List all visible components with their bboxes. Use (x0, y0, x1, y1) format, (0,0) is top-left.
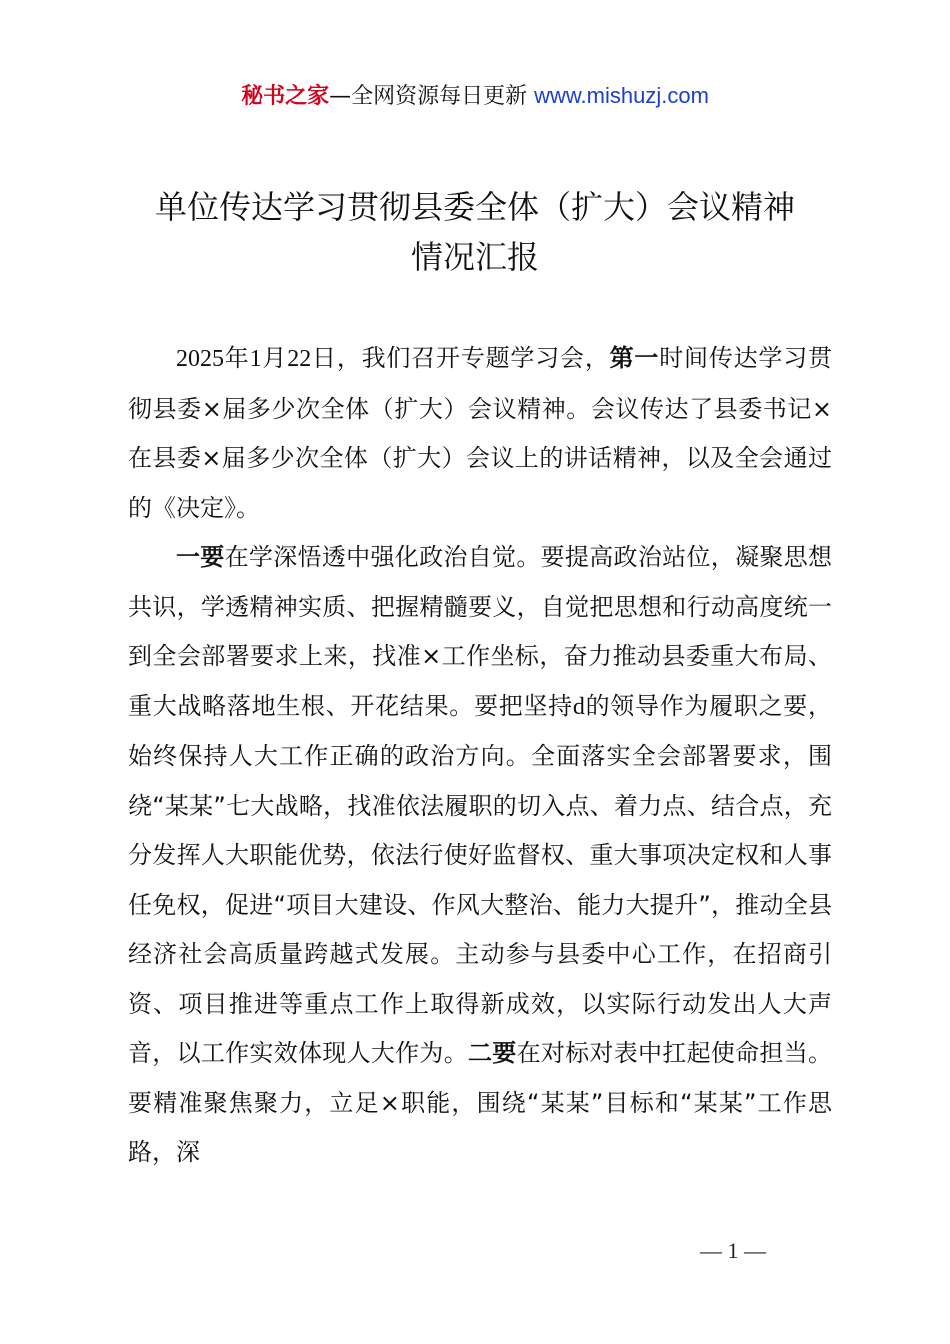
date-year: 2025 (176, 346, 224, 372)
date-day: 22 (287, 346, 312, 372)
text-segment: 在对标对表中扛起使命担当。要精准聚焦聚力，立足×职能，围绕“某某”目标和“某某”工作思路，深 (128, 1039, 833, 1166)
text-segment: 日，我们召开专题学习会， (311, 344, 610, 372)
document-body (128, 334, 832, 1178)
site-banner (0, 80, 950, 113)
paragraph-1 (128, 334, 832, 533)
title-line-1: 单位传达学习贯彻县委全体（扩大）会议精神 (154, 188, 795, 226)
title-line-2: 情况汇报 (410, 238, 539, 276)
text-segment: 年 (224, 344, 250, 372)
paragraph-2 (128, 533, 832, 1178)
text-segment: 时间传达学习贯彻县委×届多少次全体（扩大）会议精神。会议传达了县委书记×在县委×届多少次全体（扩大）会议上的讲话精神，以及全会通过的《决定》。 (128, 344, 833, 522)
text-segment: 月 (261, 344, 288, 372)
bold-emphasis: 第一 (609, 344, 660, 372)
document-title (0, 182, 950, 282)
date-month: 1 (249, 346, 262, 372)
bold-emphasis: 一要 (176, 543, 225, 571)
bold-emphasis: 二要 (468, 1039, 517, 1067)
banner-tagline: —全网资源每日更新 (329, 84, 528, 109)
site-url-link[interactable]: www.mishuzj.com (534, 83, 709, 108)
page-number: — 1 — (700, 1238, 766, 1263)
brand-name: 秘书之家 (241, 84, 330, 109)
text-segment: 在学深悟透中强化政治自觉。要提高政治站位，凝聚思想共识，学透精神实质、把握精髓要义，自觉把思想和行动高度统一到全会部署要求上来，找准×工作坐标，奋力推动县委重大布局、重大战略落地生根、开花结果。要把坚持 (128, 543, 833, 720)
latin-letter: d (572, 693, 585, 720)
text-segment: 的领导作为履职之要，始终保持人大工作正确的政治方向。全面落实全会部署要求，围绕“某某”七大战略，找准依法履职的切入点、着力点、结合点，充分发挥人大职能优势，依法行使好监督权、重大事项决定权和人事任免权，促进“项目大建设、作风大整治、能力大提升”，推动全县经济社会高质量跨越式发展。主动参与县委中心工作，在招商引资、项目推进等重点工作上取得新成效，以实际行动发出人大声音，以工作实效体现人大作为。 (128, 691, 833, 1067)
